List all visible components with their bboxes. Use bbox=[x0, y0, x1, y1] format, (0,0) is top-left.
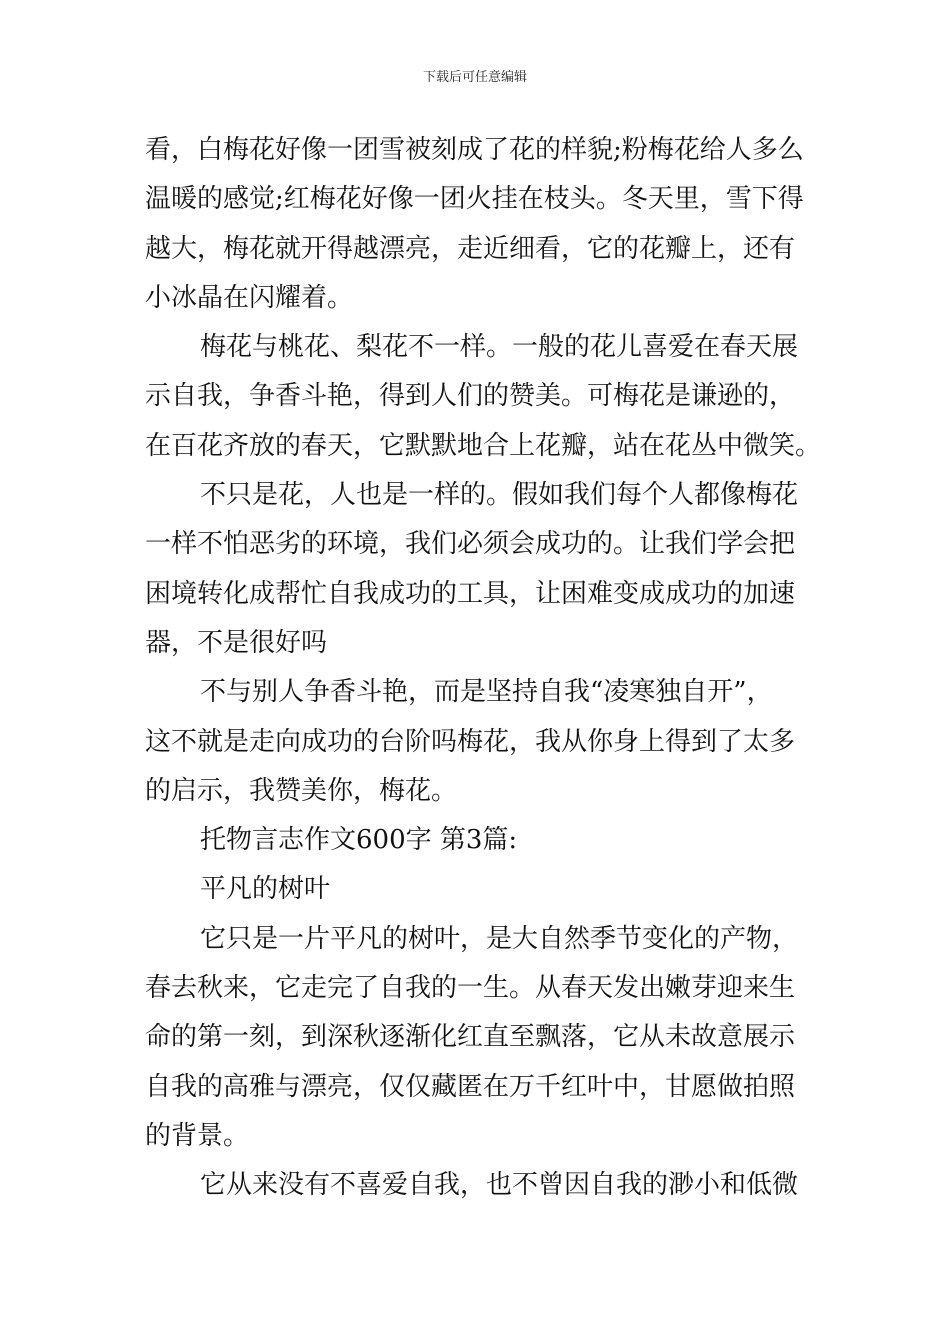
text-line: 器，不是很好吗 bbox=[145, 627, 328, 658]
paragraph-first-line: 它从来没有不喜爱自我，也不曾因自我的渺小和低微 bbox=[200, 1170, 799, 1201]
paragraph-first-line: 不只是花，人也是一样的。假如我们每个人都像梅花 bbox=[200, 480, 799, 511]
text-line: 困境转化成帮忙自我成功的工具，让困难变成成功的加速 bbox=[145, 578, 796, 609]
body-text bbox=[145, 126, 822, 1211]
text-line: 温暖的感觉;红梅花好像一团火挂在枝头。冬天里，雪下得 bbox=[145, 184, 804, 215]
text-line: 的背景。 bbox=[145, 1120, 250, 1151]
text-line: 小冰晶在闪耀着。 bbox=[145, 282, 354, 313]
paragraph-first-line: 不与别人争香斗艳，而是坚持自我“凌寒独自开”， bbox=[200, 677, 773, 708]
text-line: 命的第一刻，到深秋逐渐化红直至飘落，它从未故意展示 bbox=[145, 1022, 796, 1053]
text-line: 这不就是走向成功的台阶吗梅花，我从你身上得到了太多 bbox=[145, 726, 796, 757]
text-line: 示自我，争香斗艳，得到人们的赞美。可梅花是谦逊的， bbox=[145, 381, 796, 412]
text-line: 越大，梅花就开得越漂亮，走近细看，它的花瓣上，还有 bbox=[145, 233, 796, 264]
text-line: 春去秋来，它走完了自我的一生。从春天发出嫩芽迎来生 bbox=[145, 973, 796, 1004]
essay-title: 平凡的树叶 bbox=[200, 874, 331, 905]
text-line: 一样不怕恶劣的环境，我们必须会成功的。让我们学会把 bbox=[145, 529, 796, 560]
paragraph-first-line: 梅花与桃花、梨花不一样。一般的花儿喜爱在春天展 bbox=[200, 332, 799, 363]
section-title: 托物言志作文600字 第3篇: bbox=[200, 825, 518, 856]
text-line: 看，白梅花好像一团雪被刻成了花的样貌;粉梅花给人多么 bbox=[145, 135, 804, 165]
text-line: 在百花齐放的春天，它默默地合上花瓣，站在花丛中微笑。 bbox=[145, 430, 822, 461]
page-header: 下载后可任意编辑 bbox=[422, 70, 527, 85]
text-line: 自我的高雅与漂亮，仅仅藏匿在万千红叶中，甘愿做拍照 bbox=[145, 1071, 796, 1102]
text-line: 的启示，我赞美你，梅花。 bbox=[145, 775, 458, 806]
paragraph-first-line: 它只是一片平凡的树叶，是大自然季节变化的产物， bbox=[200, 923, 799, 954]
